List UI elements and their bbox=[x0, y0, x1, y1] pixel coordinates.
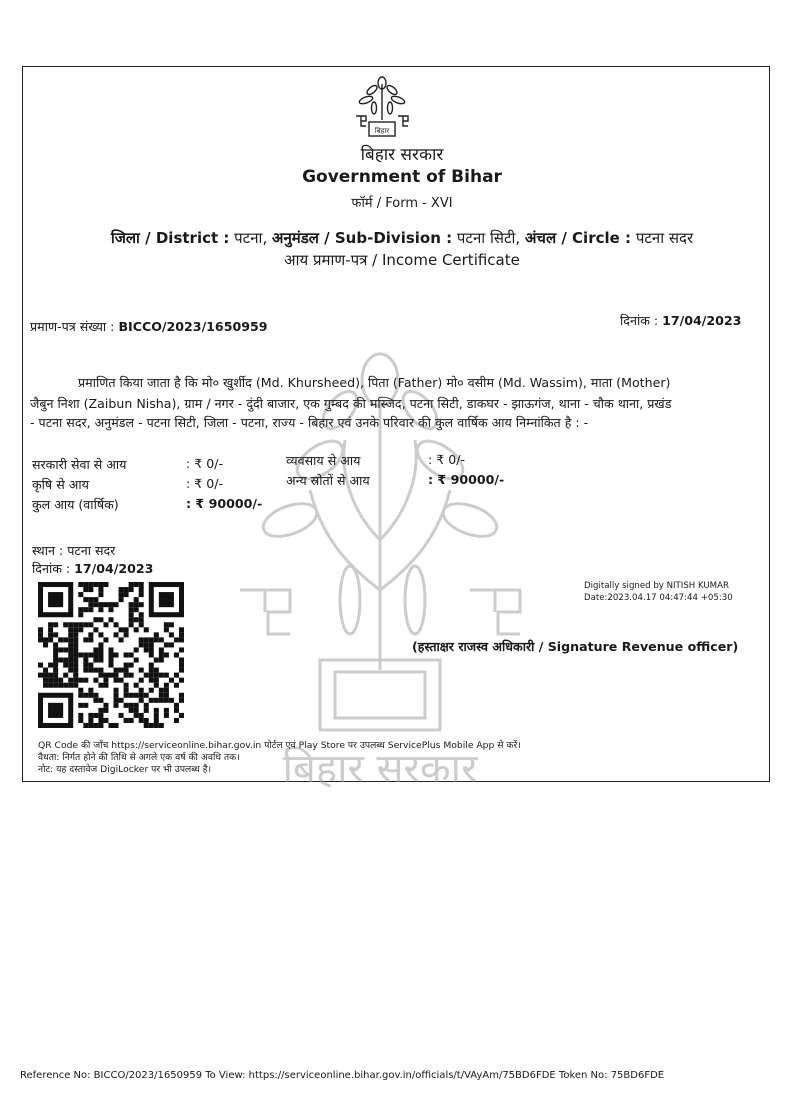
other-sources-label: अन्य स्रोतों से आय bbox=[286, 473, 370, 488]
certificate-date bbox=[620, 312, 741, 329]
jurisdiction-line bbox=[0, 228, 804, 248]
qr-note: QR Code की जाँच https://serviceonline.bihar.gov.in पोर्टल एवं Play Store पर उपलब्ध ServicePlus Mobile App से करें। bbox=[38, 740, 521, 751]
digital-signature-line-1: Digitally signed by NITISH KUMAR bbox=[584, 581, 729, 591]
issue-date-value: 17/04/2023 bbox=[74, 561, 154, 576]
certificate-number-value: BICCO/2023/1650959 bbox=[118, 319, 268, 334]
issue-date bbox=[32, 560, 153, 577]
circle-value: पटना सदर bbox=[635, 229, 694, 247]
business-label: व्यवसाय से आय bbox=[286, 453, 361, 468]
validity-note: वैधता: निर्गत होने की तिथि से अगले एक वर्ष की अवधि तक। bbox=[38, 752, 240, 763]
certificate-type: आय प्रमाण-पत्र / Income Certificate bbox=[284, 251, 520, 269]
certificate-number bbox=[30, 318, 268, 335]
subdivision-label: अनुमंडल / Sub-Division : bbox=[272, 229, 453, 247]
officer-signature: (हस्ताक्षर राजस्व अधिकारी / Signature Revenue officer) bbox=[412, 639, 739, 654]
total-income-value: : ₹ 90000/- bbox=[186, 496, 263, 511]
place-value: पटना सदर bbox=[67, 543, 116, 558]
agriculture-value: : ₹ 0/- bbox=[186, 476, 224, 491]
digilocker-note: नोट: यह दस्तावेज DigiLocker पर भी उपलब्ध है। bbox=[38, 764, 212, 775]
digital-signature-line-2: Date:2023.04.17 04:47:44 +05:30 bbox=[584, 593, 733, 603]
place bbox=[32, 542, 115, 559]
govt-service-value: : ₹ 0/- bbox=[186, 456, 224, 471]
certificate-date-value: 17/04/2023 bbox=[662, 313, 742, 328]
title-hindi: बिहार सरकार bbox=[360, 145, 444, 165]
form-number: फॉर्म / Form - XVI bbox=[351, 196, 453, 211]
issue-date-label: दिनांक : bbox=[32, 561, 71, 576]
title-english: Government of Bihar bbox=[302, 167, 502, 187]
qr-code[interactable] bbox=[38, 582, 184, 728]
watermark-text: बिहार सरकार bbox=[282, 746, 478, 790]
body-line-2: जैबुन निशा (Zaibun Nisha), ग्राम / नगर - दुंदी बाजार, एक गुम्बद की मस्जिद, पटना सिटी, डाकघर - झाऊगंज, थाना - चौक थाना, प्रखंड bbox=[30, 396, 672, 411]
business-value: : ₹ 0/- bbox=[428, 452, 466, 467]
body-line-1: प्रमाणित किया जाता है कि मो० खुर्शीद (Md. Khursheed), पिता (Father) मो० वसीम (Md. Wassim), माता (Mother) bbox=[78, 375, 671, 390]
reference-footer: Reference No: BICCO/2023/1650959 To View: https://serviceonline.bihar.gov.in/officials/t/VAyAm/75BD6FDE Token No: 75BD6FDE bbox=[20, 1070, 665, 1081]
certificate-number-label: प्रमाण-पत्र संख्या : bbox=[30, 319, 115, 334]
other-sources-value: : ₹ 90000/- bbox=[428, 472, 505, 487]
subdivision-value: पटना सिटी, bbox=[456, 229, 521, 247]
place-label: स्थान : bbox=[32, 543, 64, 558]
circle-label: अंचल / Circle : bbox=[524, 229, 632, 247]
district-value: पटना, bbox=[234, 229, 268, 247]
district-label: जिला / District : bbox=[110, 229, 230, 247]
govt-service-label: सरकारी सेवा से आय bbox=[32, 457, 127, 472]
total-income-label: कुल आय (वार्षिक) bbox=[32, 497, 119, 512]
bihar-emblem-logo bbox=[352, 76, 412, 140]
body-line-3: - पटना सदर, अनुमंडल - पटना सिटी, जिला - पटना, राज्य - बिहार एवं उनके परिवार की कुल वार्षिक आय निम्नांकित है : - bbox=[30, 415, 589, 430]
agriculture-label: कृषि से आय bbox=[32, 477, 89, 492]
emblem-text: बिहार bbox=[374, 127, 390, 135]
certificate-date-label: दिनांक : bbox=[620, 313, 659, 328]
